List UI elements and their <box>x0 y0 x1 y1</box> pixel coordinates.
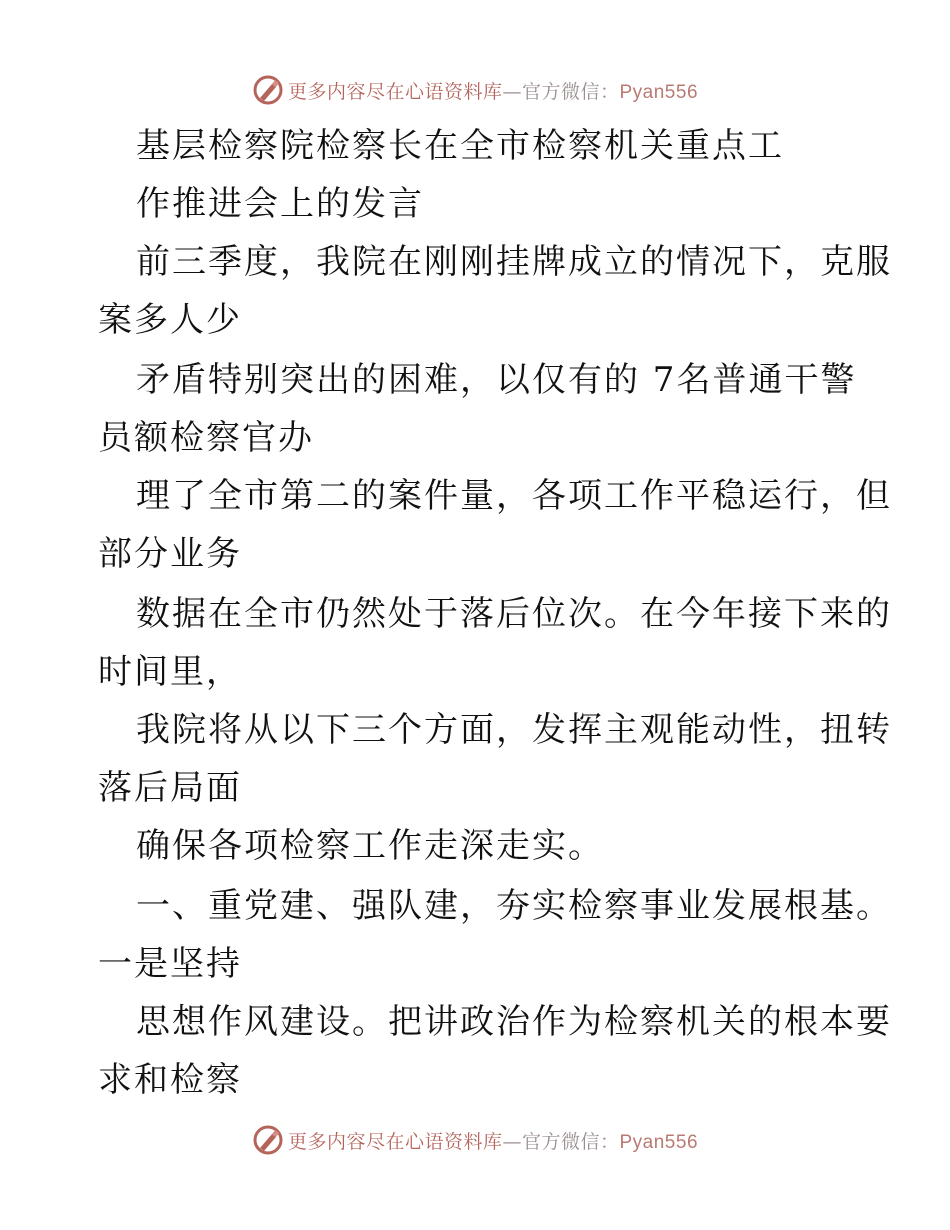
watermark-separator: — <box>502 80 522 103</box>
footer-watermark <box>0 1122 950 1158</box>
paragraph-line: 确保各项检察工作走深走实。 <box>136 826 604 866</box>
paragraph-line: 落后局面 <box>98 768 242 808</box>
paragraph-line: 我院将从以下三个方面，发挥主观能动性，扭转 <box>136 710 892 750</box>
paragraph-line: 案多人少 <box>98 300 242 340</box>
watermark-separator: — <box>502 1130 522 1153</box>
paragraph-line: 思想作风建设。把讲政治作为检察机关的根本要 <box>136 1002 892 1042</box>
paragraph-line: 时间里， <box>98 652 242 692</box>
paragraph-line: 部分业务 <box>98 534 242 574</box>
paragraph-line: 一、重党建、强队建，夯实检察事业发展根基。 <box>136 886 892 926</box>
document-title-line: 作推进会上的发言 <box>136 184 424 224</box>
pen-logo-icon <box>252 1124 284 1156</box>
paragraph-line: 前三季度，我院在刚刚挂牌成立的情况下，克服 <box>136 242 892 282</box>
watermark-wechat-id: Pyan556 <box>619 81 699 103</box>
watermark-wechat-label: 官方微信： <box>521 1130 620 1153</box>
watermark-wechat-label: 官方微信： <box>521 80 620 103</box>
paragraph-line: 矛盾特别突出的困难，以仅有的 7名普通干警 <box>136 360 857 400</box>
document-title-line: 基层检察院检察长在全市检察机关重点工 <box>136 126 784 166</box>
watermark-wechat-id: Pyan556 <box>619 1131 699 1153</box>
paragraph-line: 求和检察 <box>98 1060 242 1100</box>
watermark-brand: 更多内容尽在心语资料库 <box>287 80 503 103</box>
paragraph-line: 理了全市第二的案件量，各项工作平稳运行，但 <box>136 476 892 516</box>
watermark-brand: 更多内容尽在心语资料库 <box>287 1130 503 1153</box>
paragraph-line: 一是坚持 <box>98 944 242 984</box>
paragraph-line: 员额检察官办 <box>98 418 314 458</box>
paragraph-line: 数据在全市仍然处于落后位次。在今年接下来的 <box>136 594 892 634</box>
